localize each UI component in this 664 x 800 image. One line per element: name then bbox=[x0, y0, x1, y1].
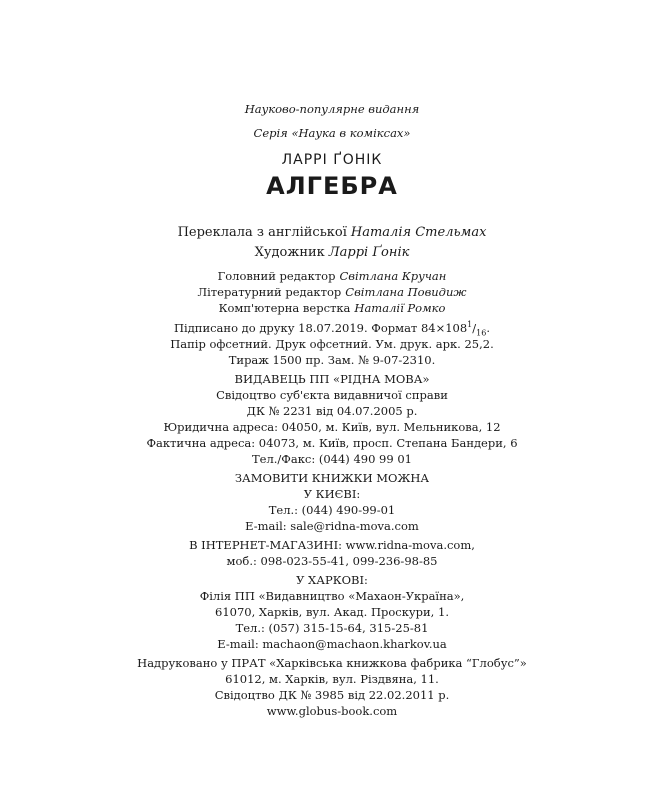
publisher-name: ВИДАВЕЦЬ ПП «РІДНА МОВА» bbox=[234, 372, 430, 386]
orders-kyiv-phone: Тел.: (044) 490-99-01 bbox=[268, 503, 396, 517]
printer-certificate: Свідоцтво ДК № 3985 від 22.02.2011 р. bbox=[214, 688, 450, 702]
orders-kharkiv-email: E-mail: machaon@machaon.kharkov.ua bbox=[217, 637, 447, 651]
orders-heading: ЗАМОВИТИ КНИЖКИ МОЖНА bbox=[234, 471, 430, 485]
editor-layout bbox=[0, 303, 664, 315]
publisher-actual-address: Фактична адреса: 04073, м. Київ, просп. Степана Бандери, 6 bbox=[146, 436, 518, 450]
editor-role: Літературний редактор bbox=[197, 285, 342, 299]
print-details-line1: Підписано до друку 18.07.2019. Формат $84\times 108^1/_{16}$. bbox=[174, 320, 490, 338]
orders-online: В ІНТЕРНЕТ-МАГАЗИНІ: www.ridna-mova.com, bbox=[189, 538, 475, 552]
publisher-legal-address: Юридична адреса: 04050, м. Київ, вул. Мельникова, 12 bbox=[163, 420, 501, 434]
translator-label: Переклала з англійської bbox=[177, 225, 347, 240]
publisher-certificate: ДК № 2231 від 04.07.2005 р. bbox=[246, 404, 418, 418]
publisher-certificate-title: Свідоцтво суб'єкта видавничої справи bbox=[216, 388, 448, 402]
orders-kharkiv-label: У ХАРКОВІ: bbox=[296, 573, 368, 587]
genre-label: Науково-популярне видання bbox=[244, 102, 420, 116]
orders-kharkiv-branch: Філія ПП «Видавництво «Махаон-Україна», bbox=[199, 589, 465, 603]
editor-role: Комп'ютерна верстка bbox=[218, 301, 351, 315]
editor-name: Світлана Повидиж bbox=[345, 285, 467, 299]
orders-kyiv-label: У КИЄВІ: bbox=[303, 487, 361, 501]
artist-label: Художник bbox=[254, 245, 325, 260]
orders-kharkiv-phone: Тел.: (057) 315-15-64, 315-25-81 bbox=[235, 621, 429, 635]
book-author: ЛАРРІ ҐОНІК bbox=[281, 152, 383, 168]
printer-address: 61012, м. Харків, вул. Різдвяна, 11. bbox=[225, 672, 439, 686]
translator-name: Наталія Стельмах bbox=[350, 225, 487, 240]
book-title: АЛГЕБРА bbox=[266, 172, 398, 200]
orders-mobile: моб.: 098-023-55-41, 099-236-98-85 bbox=[226, 554, 438, 568]
printer-name: Надруковано у ПРАТ «Харківська книжкова фабрика “Глобус”» bbox=[137, 656, 527, 670]
editor-name: Наталії Ромко bbox=[354, 301, 446, 315]
format-fraction-den: 16 bbox=[476, 328, 487, 338]
printer-website: www.globus-book.com bbox=[266, 704, 398, 718]
artist-line bbox=[0, 246, 664, 259]
translator-line bbox=[0, 226, 664, 239]
print-details-line2: Папір офсетний. Друк офсетний. Ум. друк. арк. 25,2. bbox=[170, 337, 494, 351]
print-format: Підписано до друку 18.07.2019. Формат 84×108 bbox=[174, 321, 468, 335]
artist-name: Ларрі Ґонік bbox=[328, 245, 410, 260]
editor-role: Головний редактор bbox=[217, 269, 336, 283]
editor-literary bbox=[0, 287, 664, 299]
orders-kharkiv-address: 61070, Харків, вул. Акад. Проскури, 1. bbox=[215, 605, 449, 619]
editor-chief bbox=[0, 271, 664, 283]
print-details-line3: Тираж 1500 пр. Зам. № 9-07-2310. bbox=[228, 353, 436, 367]
print-format-end: . bbox=[486, 321, 490, 335]
series-label: Серія «Наука в коміксах» bbox=[253, 126, 411, 140]
editor-name: Світлана Кручан bbox=[339, 269, 447, 283]
format-fraction-num: 1 bbox=[467, 320, 473, 330]
publisher-phone: Тел./Факс: (044) 490 99 01 bbox=[252, 452, 412, 466]
orders-kyiv-email: E-mail: sale@ridna-mova.com bbox=[245, 519, 419, 533]
